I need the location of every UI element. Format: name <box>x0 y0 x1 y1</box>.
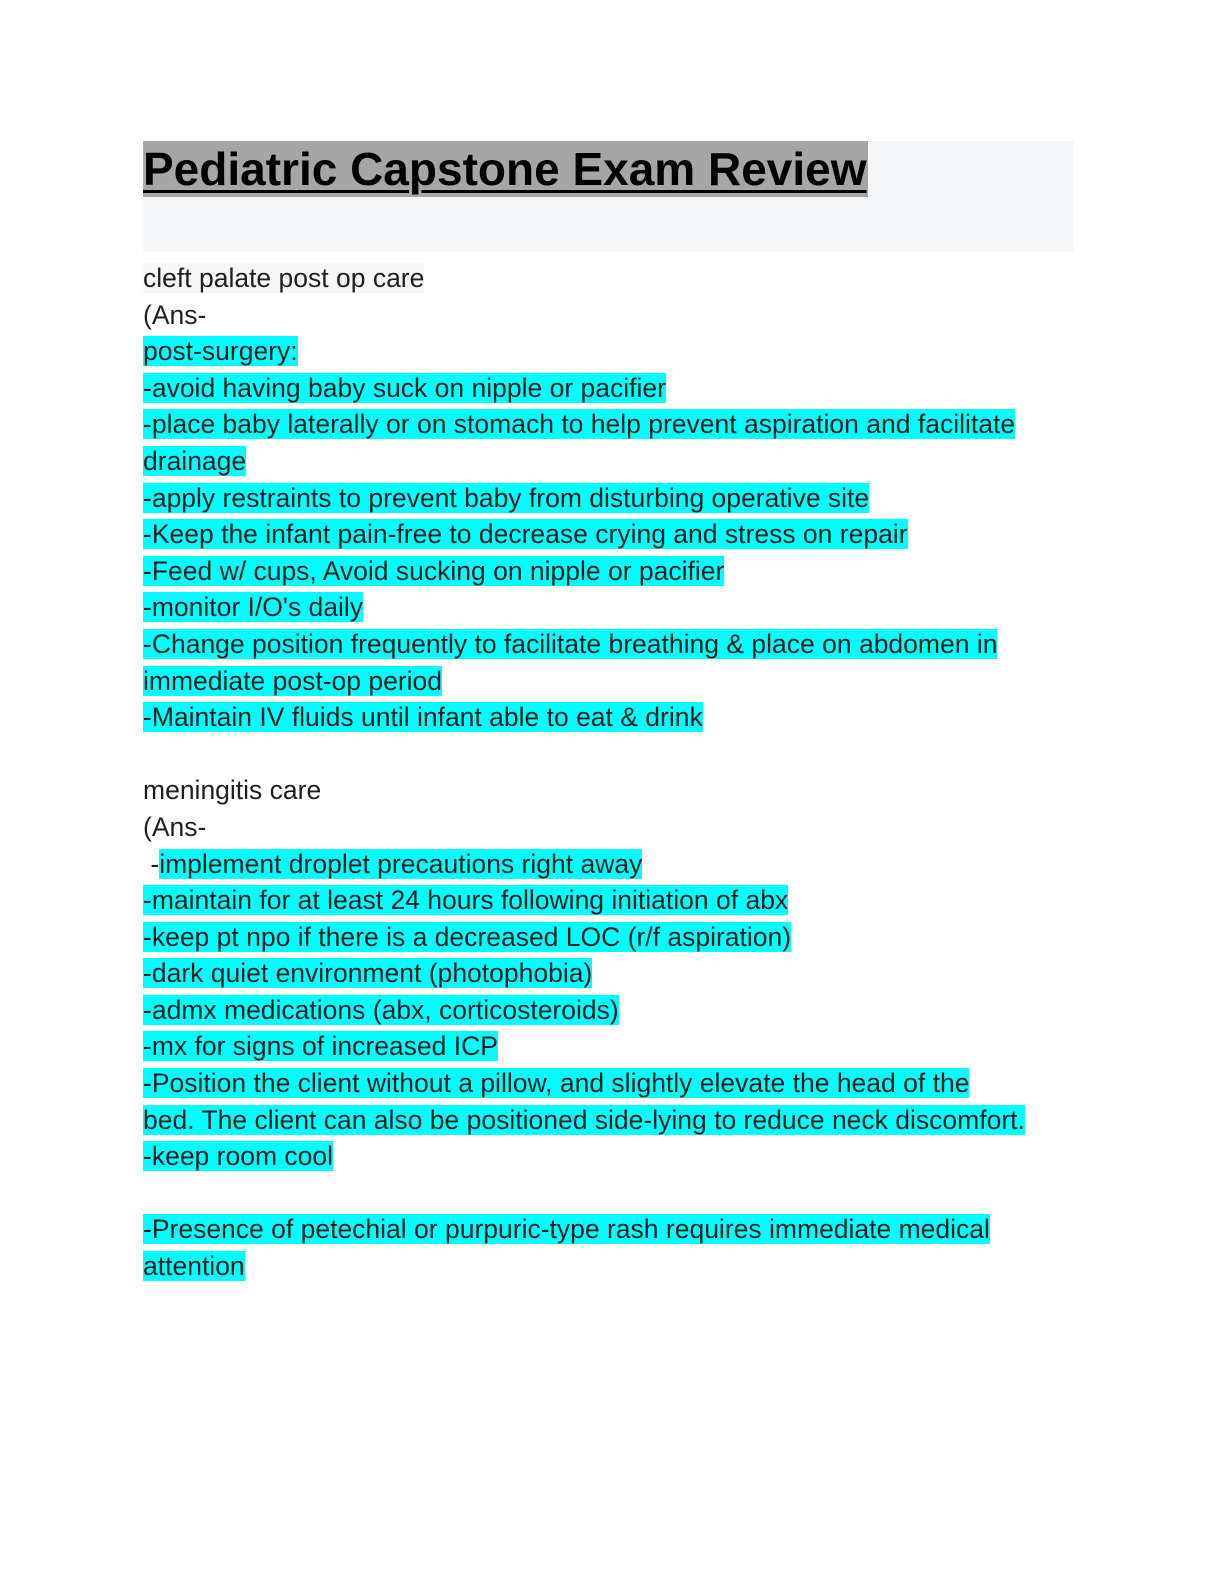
answer-line: -keep pt npo if there is a decreased LOC (r/f aspiration) <box>143 921 792 952</box>
answer-line: attention <box>143 1251 245 1282</box>
answer-line: drainage <box>143 445 247 476</box>
answer-line: -admx medications (abx, corticosteroids) <box>143 994 619 1025</box>
answer-line: -Keep the infant pain-free to decrease crying and stress on repair <box>143 519 908 550</box>
answer-line: -place baby laterally or on stomach to help prevent aspiration and facilitate <box>143 409 1016 440</box>
answer-line: -Presence of petechial or purpuric-type rash requires immediate medical <box>143 1214 990 1245</box>
answer-line: -implement droplet precautions right away <box>143 848 643 879</box>
blank-line <box>143 1175 1074 1212</box>
answer-line: post-surgery: <box>143 336 298 367</box>
answer-line: -Position the client without a pillow, and slightly elevate the head of the <box>143 1068 970 1099</box>
answer-line: -Feed w/ cups, Avoid sucking on nipple or pacifier <box>143 555 725 586</box>
answer-line: -Change position frequently to facilitate breathing & place on abdomen in <box>143 628 998 659</box>
answer-line: -mx for signs of increased ICP <box>143 1031 498 1062</box>
document-body <box>143 260 1074 1285</box>
answer-line: -avoid having baby suck on nipple or pacifier <box>143 372 666 403</box>
answer-line: -keep room cool <box>143 1141 334 1172</box>
section-question: meningitis care <box>143 775 322 806</box>
answer-line: -dark quiet environment (photophobia) <box>143 958 593 989</box>
answer-line: immediate post-op period <box>143 665 443 696</box>
answer-line: -apply restraints to prevent baby from disturbing operative site <box>143 482 870 513</box>
answer-prefix: (Ans- <box>143 811 207 842</box>
answer-line: bed. The client can also be positioned side-lying to reduce neck discomfort. <box>143 1104 1025 1135</box>
section-question: cleft palate post op care <box>143 263 425 293</box>
answer-line: -Maintain IV fluids until infant able to eat & drink <box>143 702 703 733</box>
page-title: Pediatric Capstone Exam Review <box>143 143 867 195</box>
answer-line: -maintain for at least 24 hours following initiation of abx <box>143 885 789 916</box>
document-page <box>143 141 1074 1285</box>
answer-prefix: (Ans- <box>143 299 207 330</box>
title-block <box>143 141 1074 252</box>
answer-line: -monitor I/O's daily <box>143 592 364 623</box>
blank-line <box>143 736 1074 773</box>
